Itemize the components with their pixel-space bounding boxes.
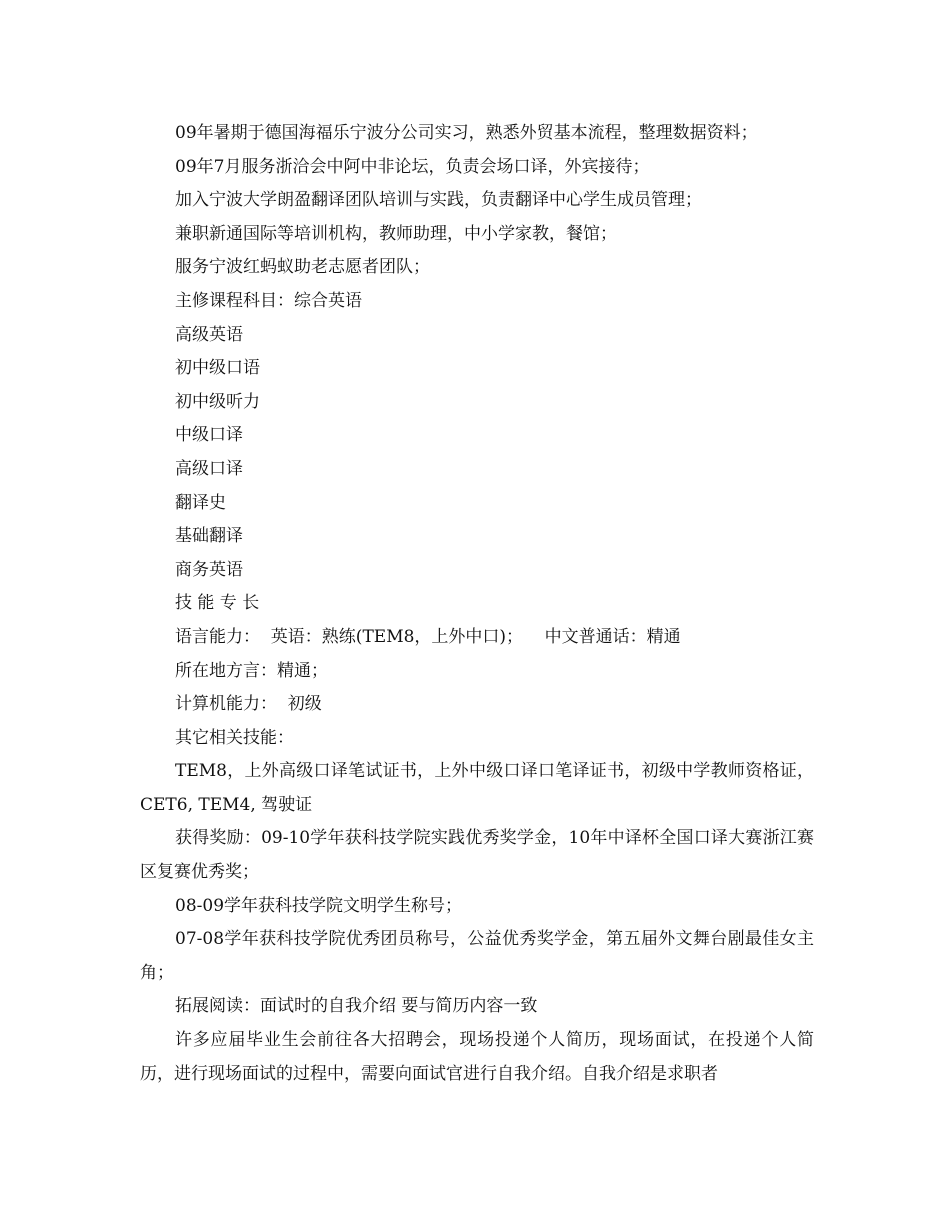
course-item: 初中级口语 [175,358,260,379]
course-item: 中级口译 [175,425,243,446]
paragraph-other-skills-heading: 其它相关技能： [175,727,294,748]
paragraph-certificates: TEM8，上外高级口译笔试证书，上外中级口译口笔译证书，初级中学教师资格证，CET6, TEM4, 驾驶证 [140,761,814,815]
course-item: 翻译史 [175,492,226,513]
paragraph-courses-heading: 主修课程科目：综合英语 [175,290,362,311]
course-item: 基础翻译 [175,526,243,547]
paragraph-translation-team: 加入宁波大学朗盈翻译团队培训与实践，负责翻译中心学生成员管理； [175,190,702,211]
course-item: 高级英语 [175,324,243,345]
paragraph-forum-service: 09年7月服务浙洽会中阿中非论坛，负责会场口译，外宾接待； [175,156,650,177]
course-item: 高级口译 [175,458,243,479]
paragraph-volunteer: 服务宁波红蚂蚁助老志愿者团队； [175,257,430,278]
paragraph-computer-ability: 计算机能力： 初级 [175,694,322,715]
paragraph-language-ability: 语言能力： 英语：熟练(TEM8，上外中口)； 中文普通话：精通 [175,626,681,647]
course-item: 初中级听力 [175,391,260,412]
paragraph-internship: 09年暑期于德国海福乐宁波分公司实习，熟悉外贸基本流程，整理数据资料； [175,123,758,143]
paragraph-interview-intro: 许多应届毕业生会前往各大招聘会，现场投递个人简历，现场面试，在投递个人简历，进行现场面试的过程中，需要向面试官进行自我介绍。自我介绍是求职者 [140,1030,814,1084]
paragraph-extended-reading: 拓展阅读：面试时的自我介绍 要与简历内容一致 [175,996,538,1017]
document-body [140,117,814,1091]
skills-heading: 技 能 专 长 [175,593,260,614]
paragraph-award-2007: 07-08学年获科技学院优秀团员称号，公益优秀奖学金，第五届外文舞台剧最佳女主角； [140,929,814,983]
paragraph-part-time: 兼职新通国际等培训机构，教师助理，中小学家教，餐馆； [175,223,617,244]
course-item: 商务英语 [175,559,243,580]
paragraph-award-2008: 08-09学年获科技学院文明学生称号； [175,895,463,916]
paragraph-dialect: 所在地方言：精通； [175,660,328,681]
paragraph-awards: 获得奖励：09-10学年获科技学院实践优秀奖学金，10年中译杯全国口译大赛浙江赛区复赛优秀奖； [140,828,814,883]
